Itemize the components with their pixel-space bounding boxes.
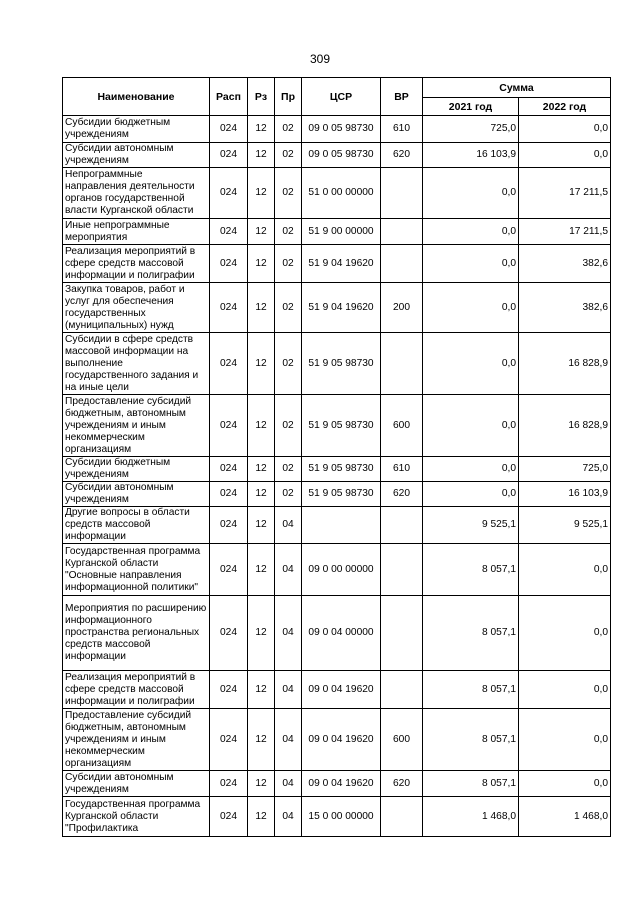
header-sum: Сумма — [423, 78, 611, 98]
cell-pr: 02 — [275, 245, 302, 283]
cell-csr: 51 9 04 19620 — [302, 283, 381, 333]
cell-name: Иные непрограммные мероприятия — [63, 219, 210, 245]
cell-name: Закупка товаров, работ и услуг для обеспечения государственных (муниципальных) нужд — [63, 283, 210, 333]
cell-pr: 02 — [275, 168, 302, 219]
cell-pr: 02 — [275, 457, 302, 482]
cell-y2022: 382,6 — [519, 283, 611, 333]
cell-name: Непрограммные направления деятельности органов государственной власти Курганской области — [63, 168, 210, 219]
cell-vr: 620 — [381, 482, 423, 507]
cell-csr: 51 9 00 00000 — [302, 219, 381, 245]
cell-pr: 04 — [275, 797, 302, 837]
cell-rz: 12 — [248, 797, 275, 837]
table-row — [63, 283, 611, 333]
table-row — [63, 168, 611, 219]
cell-name: Субсидии в сфере средств массовой информации на выполнение государственного задания и на иные цели — [63, 333, 210, 395]
cell-y2022: 16 828,9 — [519, 333, 611, 395]
cell-y2022: 382,6 — [519, 245, 611, 283]
cell-rz: 12 — [248, 544, 275, 596]
cell-vr — [381, 333, 423, 395]
cell-y2021: 8 057,1 — [423, 544, 519, 596]
cell-y2022: 0,0 — [519, 771, 611, 797]
cell-vr — [381, 671, 423, 709]
header-pr: Пр — [275, 78, 302, 116]
cell-rz: 12 — [248, 168, 275, 219]
cell-rz: 12 — [248, 596, 275, 671]
cell-y2022: 16 103,9 — [519, 482, 611, 507]
cell-y2022: 0,0 — [519, 596, 611, 671]
cell-rasp: 024 — [210, 482, 248, 507]
cell-y2022: 9 525,1 — [519, 507, 611, 544]
cell-name: Субсидии автономным учреждениям — [63, 771, 210, 797]
cell-y2022: 17 211,5 — [519, 219, 611, 245]
cell-rz: 12 — [248, 143, 275, 168]
cell-vr — [381, 507, 423, 544]
cell-rz: 12 — [248, 709, 275, 771]
cell-y2021: 0,0 — [423, 219, 519, 245]
table-row — [63, 671, 611, 709]
cell-csr: 51 9 05 98730 — [302, 457, 381, 482]
table-row — [63, 116, 611, 143]
header-name: Наименование — [63, 78, 210, 116]
cell-name: Реализация мероприятий в сфере средств массовой информации и полиграфии — [63, 671, 210, 709]
cell-y2021: 0,0 — [423, 245, 519, 283]
cell-pr: 04 — [275, 771, 302, 797]
cell-y2021: 8 057,1 — [423, 671, 519, 709]
cell-name: Государственная программа Курганской области "Основные направления информационной политики" — [63, 544, 210, 596]
header-vr: ВР — [381, 78, 423, 116]
cell-pr: 04 — [275, 544, 302, 596]
cell-csr: 09 0 04 00000 — [302, 596, 381, 671]
cell-rasp: 024 — [210, 245, 248, 283]
cell-y2022: 0,0 — [519, 544, 611, 596]
cell-y2021: 725,0 — [423, 116, 519, 143]
cell-rasp: 024 — [210, 395, 248, 457]
table-row — [63, 771, 611, 797]
cell-rasp: 024 — [210, 671, 248, 709]
cell-vr: 620 — [381, 143, 423, 168]
cell-y2021: 0,0 — [423, 168, 519, 219]
table-row — [63, 482, 611, 507]
cell-rz: 12 — [248, 457, 275, 482]
cell-name: Субсидии автономным учреждениям — [63, 482, 210, 507]
cell-y2021: 0,0 — [423, 333, 519, 395]
cell-rasp: 024 — [210, 168, 248, 219]
cell-vr: 200 — [381, 283, 423, 333]
header-rz: Рз — [248, 78, 275, 116]
cell-y2022: 725,0 — [519, 457, 611, 482]
table-row — [63, 797, 611, 837]
cell-rasp: 024 — [210, 116, 248, 143]
table-body — [63, 116, 611, 837]
cell-y2021: 9 525,1 — [423, 507, 519, 544]
cell-rasp: 024 — [210, 596, 248, 671]
header-2022: 2022 год — [519, 98, 611, 116]
cell-name: Субсидии бюджетным учреждениям — [63, 116, 210, 143]
cell-rz: 12 — [248, 245, 275, 283]
cell-rasp: 024 — [210, 143, 248, 168]
cell-pr: 02 — [275, 283, 302, 333]
cell-name: Другие вопросы в области средств массовой информации — [63, 507, 210, 544]
cell-y2021: 0,0 — [423, 482, 519, 507]
cell-rz: 12 — [248, 671, 275, 709]
cell-name: Субсидии автономным учреждениям — [63, 143, 210, 168]
cell-pr: 04 — [275, 507, 302, 544]
cell-csr: 51 9 05 98730 — [302, 395, 381, 457]
cell-rasp: 024 — [210, 457, 248, 482]
cell-name: Предоставление субсидий бюджетным, автономным учреждениям и иным некоммерческим организациям — [63, 395, 210, 457]
cell-pr: 04 — [275, 671, 302, 709]
cell-y2021: 0,0 — [423, 395, 519, 457]
cell-rasp: 024 — [210, 507, 248, 544]
cell-rasp: 024 — [210, 283, 248, 333]
cell-pr: 02 — [275, 395, 302, 457]
table-row — [63, 395, 611, 457]
cell-rasp: 024 — [210, 797, 248, 837]
cell-pr: 02 — [275, 143, 302, 168]
cell-y2022: 0,0 — [519, 709, 611, 771]
cell-rasp: 024 — [210, 709, 248, 771]
cell-pr: 04 — [275, 596, 302, 671]
header-2021: 2021 год — [423, 98, 519, 116]
cell-y2022: 0,0 — [519, 116, 611, 143]
cell-y2022: 0,0 — [519, 671, 611, 709]
cell-vr — [381, 219, 423, 245]
cell-vr — [381, 797, 423, 837]
header-rasp: Расп — [210, 78, 248, 116]
cell-csr: 51 0 00 00000 — [302, 168, 381, 219]
cell-pr: 02 — [275, 219, 302, 245]
cell-vr — [381, 596, 423, 671]
cell-pr: 02 — [275, 482, 302, 507]
cell-y2021: 1 468,0 — [423, 797, 519, 837]
cell-name: Реализация мероприятий в сфере средств массовой информации и полиграфии — [63, 245, 210, 283]
cell-csr: 09 0 05 98730 — [302, 116, 381, 143]
cell-csr: 09 0 00 00000 — [302, 544, 381, 596]
cell-pr: 02 — [275, 333, 302, 395]
cell-csr: 51 9 04 19620 — [302, 245, 381, 283]
cell-csr: 51 9 05 98730 — [302, 482, 381, 507]
cell-y2022: 0,0 — [519, 143, 611, 168]
cell-rz: 12 — [248, 219, 275, 245]
cell-y2021: 8 057,1 — [423, 771, 519, 797]
cell-rasp: 024 — [210, 219, 248, 245]
cell-vr: 610 — [381, 116, 423, 143]
table-row — [63, 219, 611, 245]
cell-pr: 04 — [275, 709, 302, 771]
cell-name: Мероприятия по расширению информационного пространства региональных средств массовой информации — [63, 596, 210, 671]
cell-y2022: 16 828,9 — [519, 395, 611, 457]
table-row — [63, 457, 611, 482]
cell-rz: 12 — [248, 771, 275, 797]
cell-rz: 12 — [248, 116, 275, 143]
cell-pr: 02 — [275, 116, 302, 143]
cell-vr: 620 — [381, 771, 423, 797]
cell-y2021: 0,0 — [423, 283, 519, 333]
cell-y2022: 17 211,5 — [519, 168, 611, 219]
cell-vr — [381, 168, 423, 219]
cell-vr: 610 — [381, 457, 423, 482]
cell-rasp: 024 — [210, 333, 248, 395]
table-row — [63, 333, 611, 395]
table-row — [63, 544, 611, 596]
cell-rasp: 024 — [210, 771, 248, 797]
table-row — [63, 143, 611, 168]
cell-vr: 600 — [381, 709, 423, 771]
header-csr: ЦСР — [302, 78, 381, 116]
budget-table — [62, 77, 611, 837]
cell-rz: 12 — [248, 507, 275, 544]
cell-name: Предоставление субсидий бюджетным, автономным учреждениям и иным некоммерческим организациям — [63, 709, 210, 771]
cell-y2021: 0,0 — [423, 457, 519, 482]
cell-rz: 12 — [248, 283, 275, 333]
cell-csr: 15 0 00 00000 — [302, 797, 381, 837]
cell-vr — [381, 245, 423, 283]
cell-vr: 600 — [381, 395, 423, 457]
cell-rasp: 024 — [210, 544, 248, 596]
cell-csr — [302, 507, 381, 544]
table-row — [63, 596, 611, 671]
page-number: 309 — [309, 52, 331, 66]
cell-y2021: 8 057,1 — [423, 596, 519, 671]
cell-y2022: 1 468,0 — [519, 797, 611, 837]
cell-rz: 12 — [248, 395, 275, 457]
cell-y2021: 8 057,1 — [423, 709, 519, 771]
cell-name: Государственная программа Курганской области "Профилактика — [63, 797, 210, 837]
table-row — [63, 245, 611, 283]
cell-csr: 09 0 04 19620 — [302, 671, 381, 709]
cell-csr: 51 9 05 98730 — [302, 333, 381, 395]
cell-rz: 12 — [248, 482, 275, 507]
cell-y2021: 16 103,9 — [423, 143, 519, 168]
cell-csr: 09 0 04 19620 — [302, 771, 381, 797]
cell-rz: 12 — [248, 333, 275, 395]
table-row — [63, 709, 611, 771]
table-row — [63, 507, 611, 544]
cell-name: Субсидии бюджетным учреждениям — [63, 457, 210, 482]
cell-csr: 09 0 05 98730 — [302, 143, 381, 168]
cell-vr — [381, 544, 423, 596]
cell-csr: 09 0 04 19620 — [302, 709, 381, 771]
